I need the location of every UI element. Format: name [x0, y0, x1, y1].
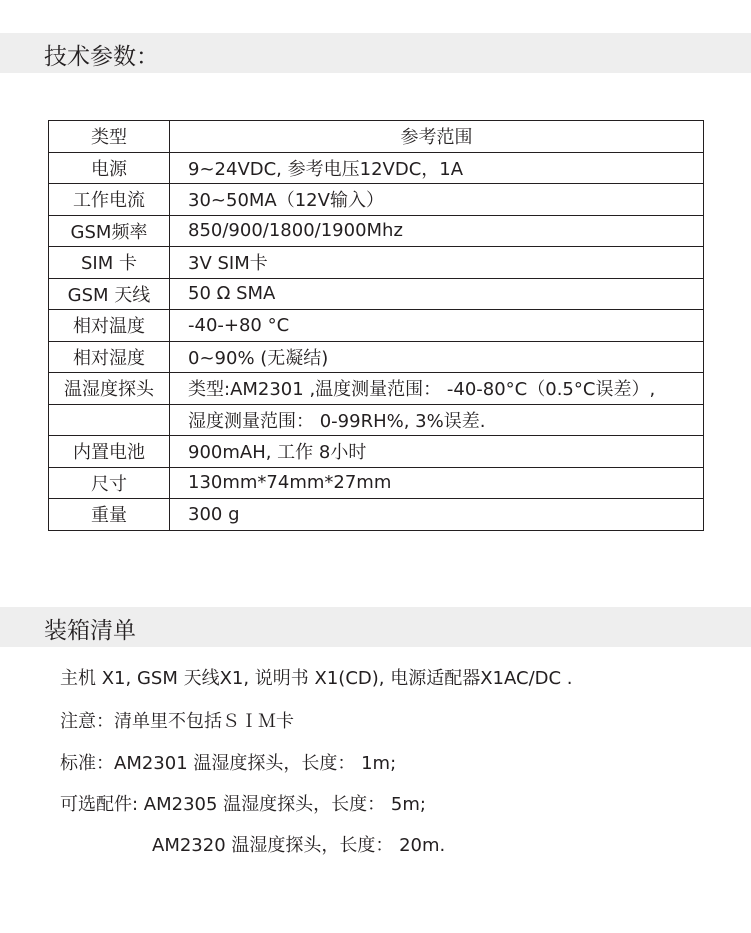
table-row: [49, 341, 704, 373]
table-row: [49, 247, 704, 279]
row-value: 900mAH, 工作 8小时: [170, 436, 704, 468]
row-value: 50 Ω SMA: [170, 278, 704, 310]
row-label: 工作电流: [49, 184, 170, 216]
table-row: [49, 310, 704, 342]
table-row: [49, 152, 704, 184]
standard-probe-line: 标准：AM2301 温湿度探头，长度： 1m;: [60, 753, 397, 774]
row-label: 相对温度: [49, 310, 170, 342]
table-row: [49, 215, 704, 247]
row-value: 湿度测量范围： 0-99RH%, 3%误差.: [170, 404, 704, 436]
table-row: [49, 373, 704, 405]
table-row: [49, 278, 704, 310]
header-type: 类型: [49, 121, 170, 153]
header-range: 参考范围: [170, 121, 704, 153]
row-label: [49, 404, 170, 436]
row-label: 重量: [49, 499, 170, 531]
row-value: 类型:AM2301 ,温度测量范围： -40-80°C（0.5°C误差）,: [170, 373, 704, 405]
row-value: 9~24VDC, 参考电压12VDC，1A: [170, 152, 704, 184]
row-label: 相对湿度: [49, 341, 170, 373]
packing-section-title: 装箱清单: [44, 618, 136, 644]
spec-table: [48, 120, 704, 531]
row-value: 30~50MA（12V输入）: [170, 184, 704, 216]
row-label: 尺寸: [49, 467, 170, 499]
packing-note: 注意：清单里不包括ＳＩＭ卡: [60, 711, 294, 732]
table-row: [49, 184, 704, 216]
row-label: 电源: [49, 152, 170, 184]
row-label: GSM 天线: [49, 278, 170, 310]
optional-accessory-line: AM2320 温湿度探头，长度： 20m.: [152, 835, 446, 856]
row-value: 0~90% (无凝结): [170, 341, 704, 373]
table-row: [49, 499, 704, 531]
row-label: 温湿度探头: [49, 373, 170, 405]
table-row: [49, 404, 704, 436]
row-value: 300 g: [170, 499, 704, 531]
spec-section-title: 技术参数：: [44, 44, 159, 70]
row-value: 3V SIM卡: [170, 247, 704, 279]
table-header-row: [49, 121, 704, 153]
packing-section-header: [0, 607, 751, 647]
row-label: GSM频率: [49, 215, 170, 247]
table-row: [49, 467, 704, 499]
row-value: 130mm*74mm*27mm: [170, 467, 704, 499]
row-label: SIM 卡: [49, 247, 170, 279]
spec-section-header: [0, 33, 751, 73]
table-row: [49, 436, 704, 468]
packing-list-item: 主机 X1, GSM 天线X1, 说明书 X1(CD), 电源适配器X1AC/DC .: [60, 668, 573, 689]
row-label: 内置电池: [49, 436, 170, 468]
row-value: 850/900/1800/1900Mhz: [170, 215, 704, 247]
row-value: -40-+80 °C: [170, 310, 704, 342]
optional-accessory-line: 可选配件: AM2305 温湿度探头，长度： 5m;: [60, 794, 426, 815]
